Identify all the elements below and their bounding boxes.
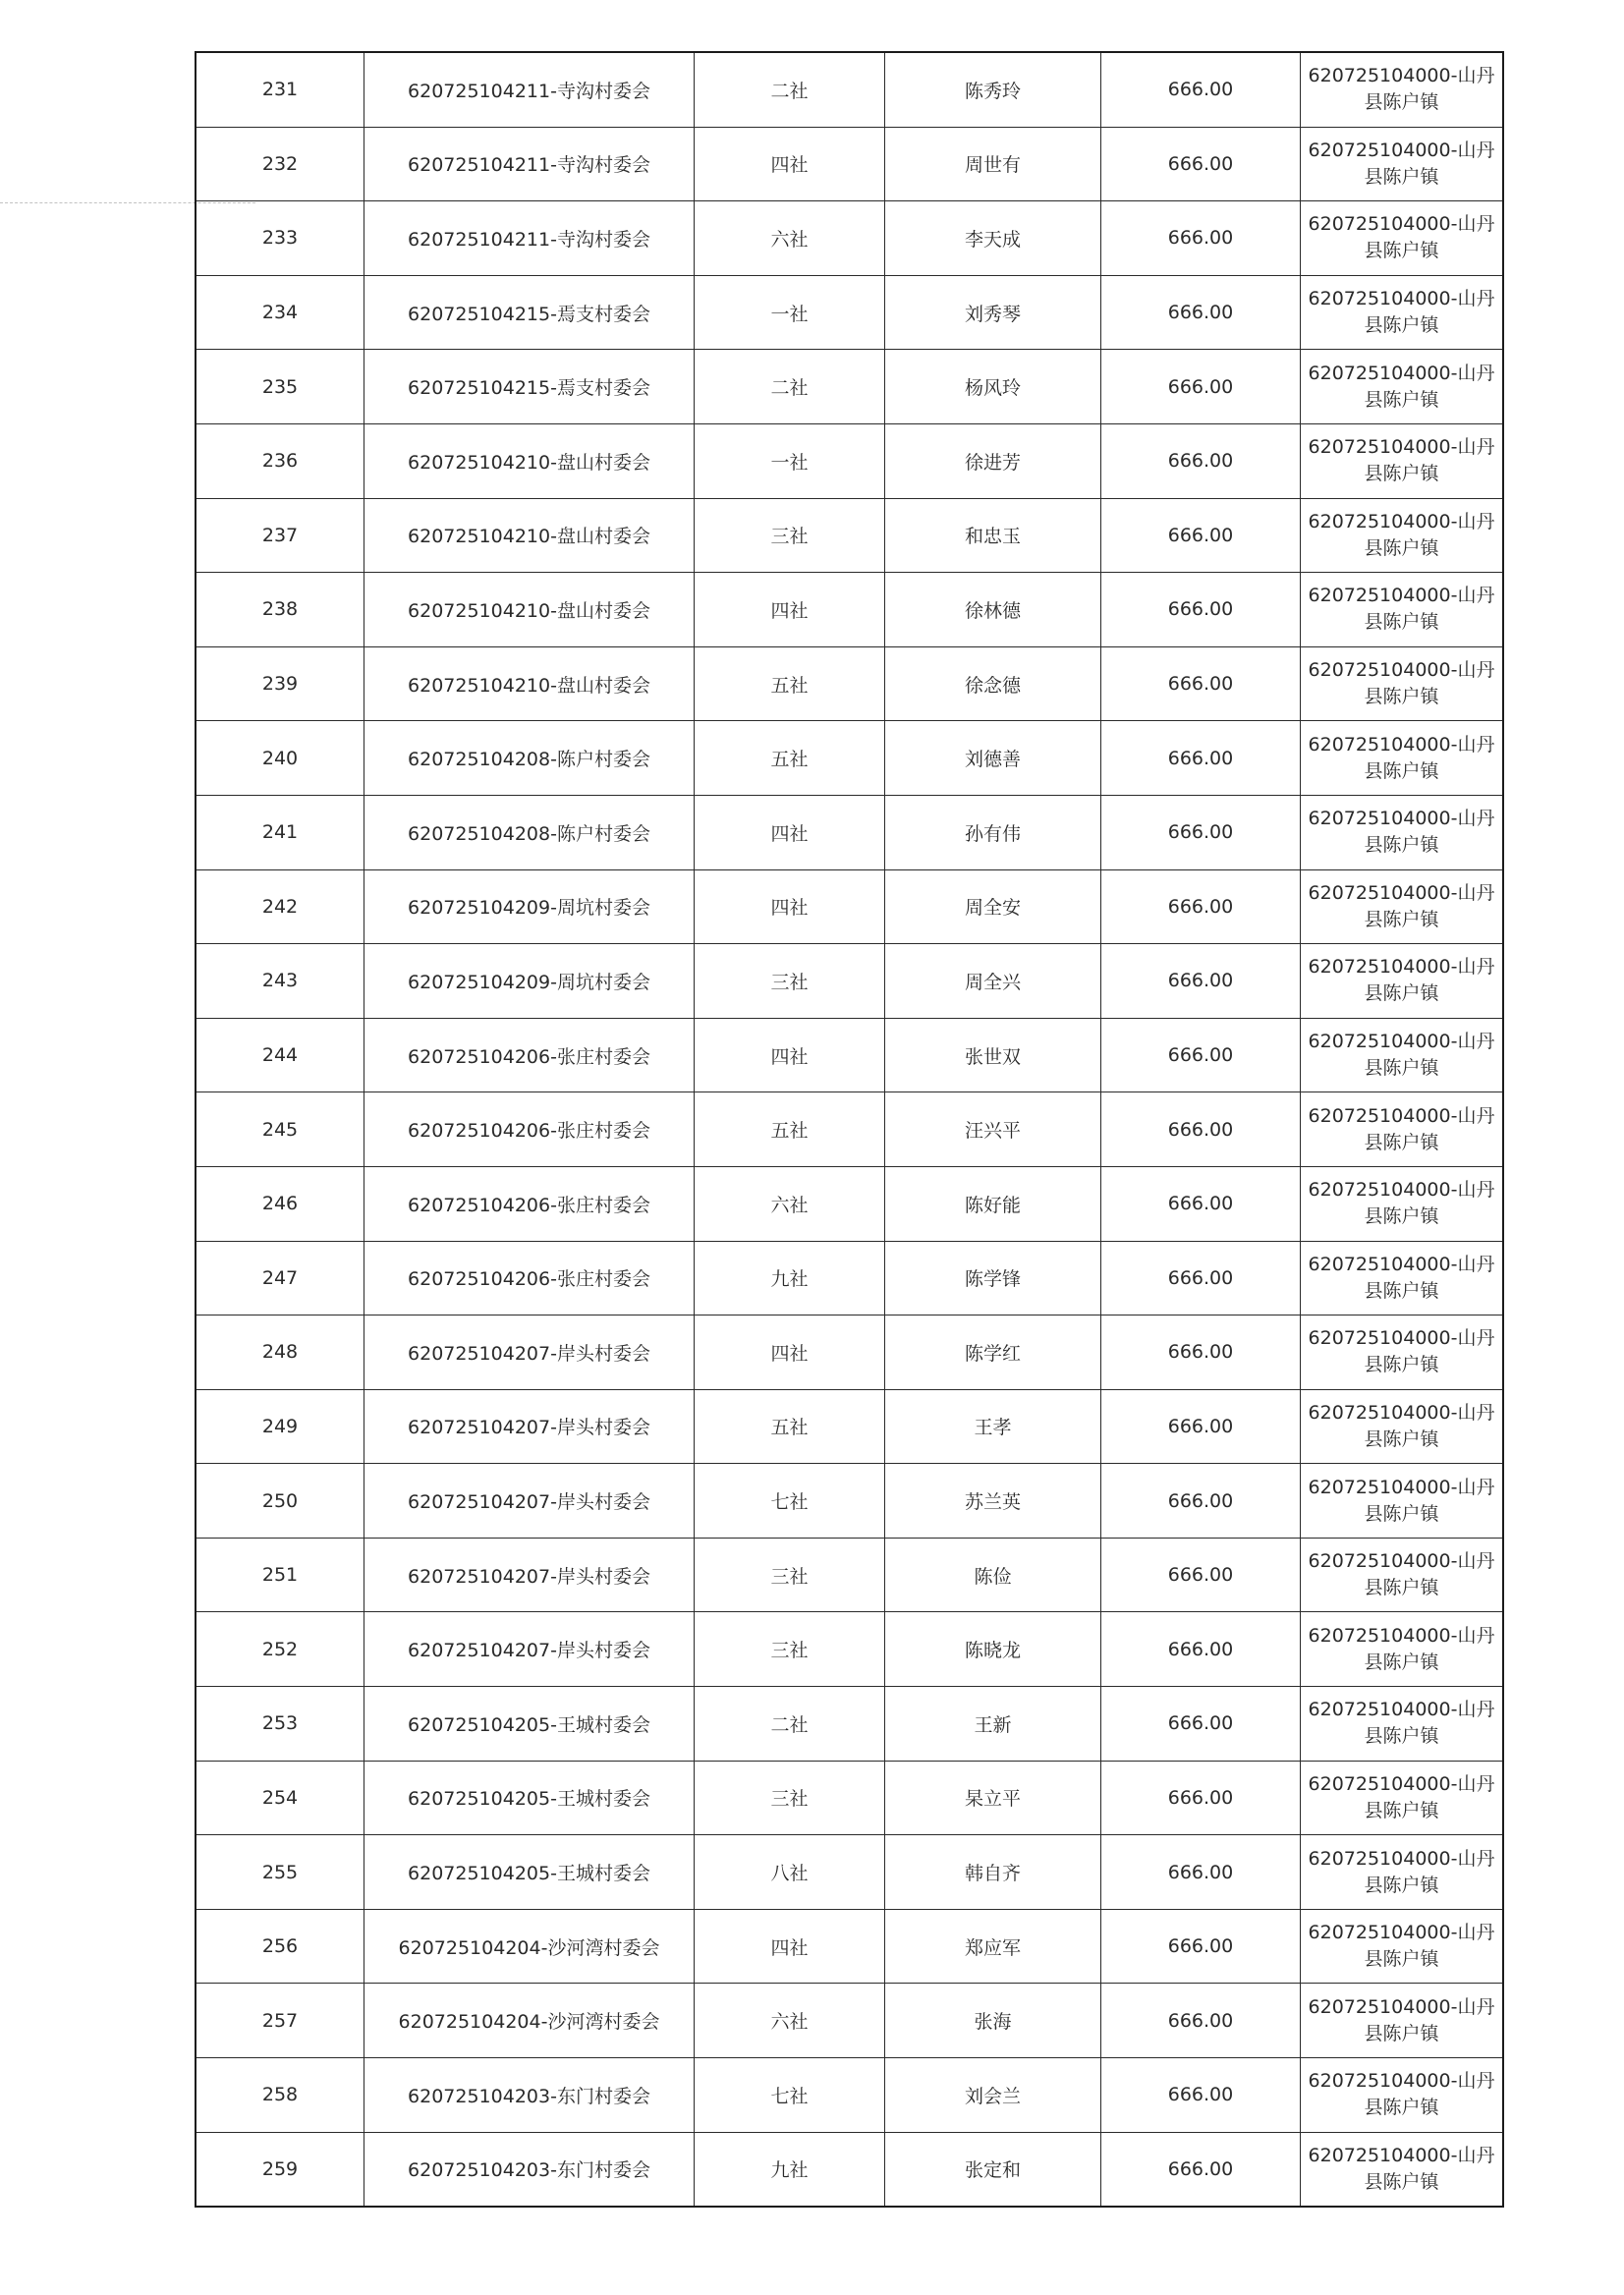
group-name-cell: 三社 [695,944,885,1019]
table-row [196,573,1503,647]
person-name-cell: 张海 [885,1984,1101,2058]
village-committee-cell: 620725104207-岸头村委会 [364,1464,695,1539]
table-row [196,1687,1503,1762]
person-name-cell: 陈学锋 [885,1241,1101,1315]
table-row [196,1761,1503,1835]
table-row [196,1389,1503,1464]
township-cell: 620725104000-山丹县陈户镇 [1301,1687,1504,1762]
row-number-cell: 244 [196,1018,364,1092]
person-name-cell: 陈学红 [885,1315,1101,1390]
amount-value-cell: 666.00 [1101,1909,1301,1984]
row-number-cell: 258 [196,2058,364,2133]
person-name-cell: 刘德善 [885,721,1101,796]
person-name-cell: 陈秀玲 [885,52,1101,127]
group-name-cell: 七社 [695,1464,885,1539]
township-cell: 620725104000-山丹县陈户镇 [1301,944,1504,1019]
table-row [196,1315,1503,1390]
person-name-cell: 杲立平 [885,1761,1101,1835]
township-cell: 620725104000-山丹县陈户镇 [1301,1018,1504,1092]
row-number-cell: 240 [196,721,364,796]
amount-value-cell: 666.00 [1101,423,1301,498]
table-row [196,1612,1503,1687]
village-committee-cell: 620725104207-岸头村委会 [364,1315,695,1390]
person-name-cell: 汪兴平 [885,1092,1101,1167]
group-name-cell: 三社 [695,1761,885,1835]
township-cell: 620725104000-山丹县陈户镇 [1301,1464,1504,1539]
group-name-cell: 四社 [695,869,885,944]
amount-value-cell: 666.00 [1101,1984,1301,2058]
township-cell: 620725104000-山丹县陈户镇 [1301,1761,1504,1835]
table-row [196,1092,1503,1167]
village-committee-cell: 620725104210-盘山村委会 [364,573,695,647]
row-number-cell: 253 [196,1687,364,1762]
row-number-cell: 248 [196,1315,364,1390]
row-number-cell: 250 [196,1464,364,1539]
village-committee-cell: 620725104209-周坑村委会 [364,869,695,944]
row-number-cell: 232 [196,127,364,201]
village-committee-cell: 620725104211-寺沟村委会 [364,201,695,276]
township-cell: 620725104000-山丹县陈户镇 [1301,1835,1504,1910]
row-number-cell: 256 [196,1909,364,1984]
person-name-cell: 周全兴 [885,944,1101,1019]
township-cell: 620725104000-山丹县陈户镇 [1301,1538,1504,1612]
table-row [196,646,1503,721]
row-number-cell: 249 [196,1389,364,1464]
group-name-cell: 六社 [695,1166,885,1241]
row-number-cell: 254 [196,1761,364,1835]
amount-value-cell: 666.00 [1101,1464,1301,1539]
group-name-cell: 三社 [695,1538,885,1612]
group-name-cell: 五社 [695,721,885,796]
village-committee-cell: 620725104206-张庄村委会 [364,1166,695,1241]
township-cell: 620725104000-山丹县陈户镇 [1301,1166,1504,1241]
person-name-cell: 王新 [885,1687,1101,1762]
amount-value-cell: 666.00 [1101,646,1301,721]
row-number-cell: 235 [196,350,364,424]
village-committee-cell: 620725104206-张庄村委会 [364,1018,695,1092]
village-committee-cell: 620725104210-盘山村委会 [364,423,695,498]
table-row [196,1538,1503,1612]
village-committee-cell: 620725104203-东门村委会 [364,2058,695,2133]
amount-value-cell: 666.00 [1101,1612,1301,1687]
table-row [196,350,1503,424]
person-name-cell: 苏兰英 [885,1464,1101,1539]
roster-table-body [196,52,1503,2207]
row-number-cell: 241 [196,795,364,869]
table-row [196,1018,1503,1092]
group-name-cell: 五社 [695,1389,885,1464]
person-name-cell: 刘秀琴 [885,275,1101,350]
group-name-cell: 三社 [695,1612,885,1687]
row-number-cell: 252 [196,1612,364,1687]
group-name-cell: 一社 [695,423,885,498]
row-number-cell: 236 [196,423,364,498]
township-cell: 620725104000-山丹县陈户镇 [1301,52,1504,127]
amount-value-cell: 666.00 [1101,52,1301,127]
village-committee-cell: 620725104208-陈户村委会 [364,721,695,796]
row-number-cell: 231 [196,52,364,127]
row-number-cell: 257 [196,1984,364,2058]
person-name-cell: 陈俭 [885,1538,1101,1612]
table-row [196,721,1503,796]
group-name-cell: 六社 [695,201,885,276]
person-name-cell: 张定和 [885,2132,1101,2207]
amount-value-cell: 666.00 [1101,869,1301,944]
village-committee-cell: 620725104208-陈户村委会 [364,795,695,869]
amount-value-cell: 666.00 [1101,1018,1301,1092]
person-name-cell: 陈晓龙 [885,1612,1101,1687]
amount-value-cell: 666.00 [1101,573,1301,647]
table-row [196,498,1503,573]
row-number-cell: 237 [196,498,364,573]
table-row [196,1464,1503,1539]
person-name-cell: 刘会兰 [885,2058,1101,2133]
township-cell: 620725104000-山丹县陈户镇 [1301,1092,1504,1167]
amount-value-cell: 666.00 [1101,944,1301,1019]
roster-table [195,51,1504,2208]
table-row [196,1909,1503,1984]
village-committee-cell: 620725104205-王城村委会 [364,1835,695,1910]
village-committee-cell: 620725104210-盘山村委会 [364,498,695,573]
table-row [196,2058,1503,2133]
row-number-cell: 239 [196,646,364,721]
group-name-cell: 四社 [695,1018,885,1092]
table-row [196,201,1503,276]
group-name-cell: 八社 [695,1835,885,1910]
row-number-cell: 245 [196,1092,364,1167]
group-name-cell: 二社 [695,52,885,127]
group-name-cell: 四社 [695,127,885,201]
amount-value-cell: 666.00 [1101,1835,1301,1910]
township-cell: 620725104000-山丹县陈户镇 [1301,1984,1504,2058]
amount-value-cell: 666.00 [1101,795,1301,869]
township-cell: 620725104000-山丹县陈户镇 [1301,795,1504,869]
table-row [196,1984,1503,2058]
village-committee-cell: 620725104207-岸头村委会 [364,1389,695,1464]
group-name-cell: 五社 [695,646,885,721]
amount-value-cell: 666.00 [1101,2058,1301,2133]
group-name-cell: 九社 [695,1241,885,1315]
table-row [196,1835,1503,1910]
amount-value-cell: 666.00 [1101,721,1301,796]
person-name-cell: 陈好能 [885,1166,1101,1241]
group-name-cell: 一社 [695,275,885,350]
township-cell: 620725104000-山丹县陈户镇 [1301,1315,1504,1390]
township-cell: 620725104000-山丹县陈户镇 [1301,423,1504,498]
village-committee-cell: 620725104210-盘山村委会 [364,646,695,721]
table-row [196,127,1503,201]
amount-value-cell: 666.00 [1101,1687,1301,1762]
row-number-cell: 246 [196,1166,364,1241]
township-cell: 620725104000-山丹县陈户镇 [1301,2132,1504,2207]
township-cell: 620725104000-山丹县陈户镇 [1301,721,1504,796]
township-cell: 620725104000-山丹县陈户镇 [1301,275,1504,350]
village-committee-cell: 620725104207-岸头村委会 [364,1612,695,1687]
person-name-cell: 李天成 [885,201,1101,276]
group-name-cell: 四社 [695,795,885,869]
person-name-cell: 周世有 [885,127,1101,201]
amount-value-cell: 666.00 [1101,498,1301,573]
village-committee-cell: 620725104203-东门村委会 [364,2132,695,2207]
person-name-cell: 和忠玉 [885,498,1101,573]
row-number-cell: 238 [196,573,364,647]
table-row [196,1166,1503,1241]
amount-value-cell: 666.00 [1101,1315,1301,1390]
village-committee-cell: 620725104206-张庄村委会 [364,1092,695,1167]
person-name-cell: 韩自齐 [885,1835,1101,1910]
table-row [196,52,1503,127]
amount-value-cell: 666.00 [1101,1092,1301,1167]
person-name-cell: 周全安 [885,869,1101,944]
township-cell: 620725104000-山丹县陈户镇 [1301,350,1504,424]
township-cell: 620725104000-山丹县陈户镇 [1301,498,1504,573]
amount-value-cell: 666.00 [1101,1761,1301,1835]
village-committee-cell: 620725104205-王城村委会 [364,1687,695,1762]
group-name-cell: 四社 [695,1315,885,1390]
group-name-cell: 六社 [695,1984,885,2058]
amount-value-cell: 666.00 [1101,275,1301,350]
person-name-cell: 徐林德 [885,573,1101,647]
person-name-cell: 徐念德 [885,646,1101,721]
person-name-cell: 郑应军 [885,1909,1101,1984]
amount-value-cell: 666.00 [1101,1389,1301,1464]
group-name-cell: 五社 [695,1092,885,1167]
row-number-cell: 255 [196,1835,364,1910]
village-committee-cell: 620725104205-王城村委会 [364,1761,695,1835]
village-committee-cell: 620725104204-沙河湾村委会 [364,1909,695,1984]
group-name-cell: 二社 [695,1687,885,1762]
township-cell: 620725104000-山丹县陈户镇 [1301,646,1504,721]
row-number-cell: 247 [196,1241,364,1315]
group-name-cell: 二社 [695,350,885,424]
table-row [196,944,1503,1019]
township-cell: 620725104000-山丹县陈户镇 [1301,1389,1504,1464]
person-name-cell: 张世双 [885,1018,1101,1092]
township-cell: 620725104000-山丹县陈户镇 [1301,869,1504,944]
person-name-cell: 杨风玲 [885,350,1101,424]
group-name-cell: 四社 [695,573,885,647]
amount-value-cell: 666.00 [1101,127,1301,201]
person-name-cell: 徐进芳 [885,423,1101,498]
township-cell: 620725104000-山丹县陈户镇 [1301,573,1504,647]
township-cell: 620725104000-山丹县陈户镇 [1301,2058,1504,2133]
person-name-cell: 孙有伟 [885,795,1101,869]
amount-value-cell: 666.00 [1101,1166,1301,1241]
table-row [196,275,1503,350]
row-number-cell: 251 [196,1538,364,1612]
group-name-cell: 三社 [695,498,885,573]
township-cell: 620725104000-山丹县陈户镇 [1301,127,1504,201]
row-number-cell: 233 [196,201,364,276]
amount-value-cell: 666.00 [1101,1538,1301,1612]
amount-value-cell: 666.00 [1101,2132,1301,2207]
amount-value-cell: 666.00 [1101,201,1301,276]
group-name-cell: 四社 [695,1909,885,1984]
group-name-cell: 九社 [695,2132,885,2207]
table-row [196,423,1503,498]
table-row [196,1241,1503,1315]
village-committee-cell: 620725104211-寺沟村委会 [364,52,695,127]
row-number-cell: 243 [196,944,364,1019]
village-committee-cell: 620725104211-寺沟村委会 [364,127,695,201]
township-cell: 620725104000-山丹县陈户镇 [1301,1241,1504,1315]
row-number-cell: 242 [196,869,364,944]
table-row [196,795,1503,869]
village-committee-cell: 620725104215-焉支村委会 [364,275,695,350]
row-number-cell: 234 [196,275,364,350]
village-committee-cell: 620725104209-周坑村委会 [364,944,695,1019]
village-committee-cell: 620725104206-张庄村委会 [364,1241,695,1315]
row-number-cell: 259 [196,2132,364,2207]
group-name-cell: 七社 [695,2058,885,2133]
amount-value-cell: 666.00 [1101,1241,1301,1315]
village-committee-cell: 620725104215-焉支村委会 [364,350,695,424]
table-row [196,2132,1503,2207]
person-name-cell: 王孝 [885,1389,1101,1464]
township-cell: 620725104000-山丹县陈户镇 [1301,1909,1504,1984]
amount-value-cell: 666.00 [1101,350,1301,424]
township-cell: 620725104000-山丹县陈户镇 [1301,1612,1504,1687]
table-row [196,869,1503,944]
village-committee-cell: 620725104204-沙河湾村委会 [364,1984,695,2058]
township-cell: 620725104000-山丹县陈户镇 [1301,201,1504,276]
village-committee-cell: 620725104207-岸头村委会 [364,1538,695,1612]
